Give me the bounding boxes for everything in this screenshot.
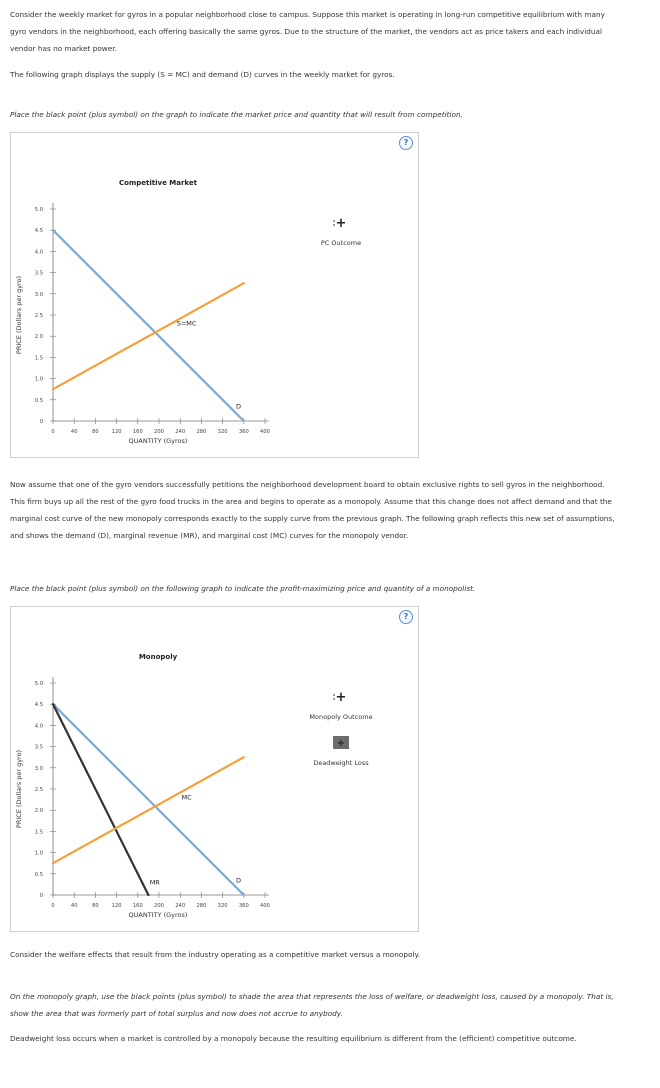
y-tick-label: 2.0: [34, 334, 43, 341]
y-axis-label: PRICE (Dollars per gyro): [15, 749, 23, 829]
y-tick-label: 2.0: [34, 808, 43, 815]
x-tick-label: 80: [92, 903, 99, 909]
s-mc-curve-label: S=MC: [176, 319, 197, 328]
mc-curve: [53, 757, 244, 863]
y-tick-label: 3.5: [34, 744, 43, 751]
chart-title: Competitive Market: [119, 179, 197, 187]
x-tick-label: 400: [260, 903, 270, 909]
y-tick-label: 1.5: [34, 829, 43, 836]
pc-outcome-label: PC Outcome: [320, 239, 362, 247]
y-tick-label: 3.0: [34, 291, 43, 298]
y-axis-label: PRICE (Dollars per gyro): [15, 275, 23, 355]
y-tick-label: 4.5: [34, 228, 43, 235]
drag-dot[interactable]: [333, 694, 335, 696]
y-tick-label: 3.5: [34, 270, 43, 277]
instruction-competitive: Place the black point (plus symbol) on the graph to indicate the market price and quantity that will result from competition.: [10, 110, 463, 119]
deadweight-loss-explanation: Deadweight loss occurs when a market is controlled by a monopoly because the resulting equilibrium is different from the (efficient) competitive outcome.: [10, 1034, 577, 1043]
x-tick-label: 320: [217, 903, 228, 909]
d-curve-label: D: [235, 876, 242, 885]
x-tick-label: 80: [92, 429, 99, 435]
mr-curve-label: MR: [149, 878, 160, 887]
x-tick-label: 160: [132, 429, 143, 435]
x-tick-label: 400: [260, 429, 270, 435]
drag-dot[interactable]: [333, 224, 335, 226]
deadweight-loss-plus-icon[interactable]: +: [336, 738, 346, 749]
y-tick-label: 2.5: [34, 787, 43, 793]
y-tick-label: 0: [39, 893, 43, 899]
y-tick-label: 0.5: [34, 871, 43, 878]
x-tick-label: 120: [111, 429, 122, 435]
deadweight-loss-label: Deadweight Loss: [313, 759, 369, 767]
help-icon[interactable]: ?: [399, 136, 413, 150]
x-tick-label: 200: [154, 429, 164, 435]
monopoly-outcome-label: Monopoly Outcome: [309, 713, 373, 721]
y-tick-label: 2.5: [34, 313, 43, 319]
intro-paragraph: Consider the weekly market for gyros in a popular neighborhood close to campus. Suppose this market is operating in long-run competitive equilibrium with many gyro vendors in the neighborhood, each offering basically the same gyros. Due to the structure of the market, the vendors act as price takers and each individual vendor has no market power.: [10, 10, 605, 53]
y-tick-label: 1.0: [34, 376, 43, 383]
y-tick-label: 0.5: [34, 397, 43, 404]
y-tick-label: 0: [39, 419, 43, 425]
x-tick-label: 0: [51, 903, 55, 909]
d-curve-label: D: [235, 402, 242, 411]
s-mc-curve: [53, 283, 244, 389]
pc-outcome-plus-icon[interactable]: +: [335, 216, 347, 231]
competitive-graph-panel: [10, 132, 419, 458]
x-tick-label: 360: [238, 903, 249, 909]
drag-dot[interactable]: [333, 220, 335, 222]
y-tick-label: 4.0: [34, 249, 43, 256]
drag-dot[interactable]: [333, 698, 335, 700]
x-tick-label: 360: [238, 429, 249, 435]
help-icon[interactable]: ?: [399, 610, 413, 624]
x-tick-label: 280: [196, 903, 207, 909]
y-tick-label: 1.0: [34, 850, 43, 857]
y-tick-label: 5.0: [34, 207, 43, 213]
welfare-paragraph: Consider the welfare effects that result from the industry operating as a competitive market versus a monopoly.: [10, 950, 421, 959]
y-tick-label: 1.5: [34, 355, 43, 362]
d-curve: [53, 230, 244, 421]
x-tick-label: 160: [132, 903, 143, 909]
x-tick-label: 40: [70, 903, 78, 909]
x-tick-label: 240: [175, 429, 186, 435]
x-tick-label: 200: [154, 903, 164, 909]
y-tick-label: 4.5: [34, 702, 43, 709]
monopoly-scenario-paragraph: Now assume that one of the gyro vendors successfully petitions the neighborhood development board to obtain exclusive rights to sell gyros in the neighborhood. This firm buys up all the rest of the gyro food trucks in the area and begins to operate as a monopoly. Assume that this change does not affect demand and that the marginal cost curve of the new monopoly corresponds exactly to the supply curve from the previous graph. The following graph reflects this new set of assumptions, and shows the demand (D), marginal revenue (MR), and marginal cost (MC) curves for the monopoly vendor.: [10, 480, 615, 540]
monopoly-graph-panel: [10, 606, 419, 932]
monopoly-outcome-plus-icon[interactable]: +: [335, 690, 347, 705]
instruction-monopoly: Place the black point (plus symbol) on the following graph to indicate the profit-maximizing price and quantity of a monopolist.: [10, 584, 476, 593]
chart-title: Monopoly: [138, 653, 178, 661]
x-tick-label: 0: [51, 429, 55, 435]
x-tick-label: 280: [196, 429, 207, 435]
graph-description: The following graph displays the supply (S = MC) and demand (D) curves in the weekly market for gyros.: [10, 70, 395, 79]
d-curve: [53, 704, 244, 895]
y-tick-label: 4.0: [34, 723, 43, 730]
x-tick-label: 120: [111, 903, 122, 909]
monopoly-chart: [11, 607, 418, 931]
x-axis-label: QUANTITY (Gyros): [128, 911, 188, 919]
y-tick-label: 5.0: [34, 681, 43, 687]
x-tick-label: 240: [175, 903, 186, 909]
y-tick-label: 3.0: [34, 765, 43, 772]
mr-curve: [53, 704, 148, 895]
instruction-deadweight-loss: On the monopoly graph, use the black points (plus symbol) to shade the area that represents the loss of welfare, or deadweight loss, caused by a monopoly. That is, show the area that was formerly part of total surplus and now does not accrue to anybody.: [10, 992, 614, 1018]
mc-curve-label: MC: [181, 793, 192, 802]
x-axis-label: QUANTITY (Gyros): [128, 437, 188, 445]
x-tick-label: 40: [70, 429, 78, 435]
competitive-market-chart: [11, 133, 418, 457]
x-tick-label: 320: [217, 429, 228, 435]
